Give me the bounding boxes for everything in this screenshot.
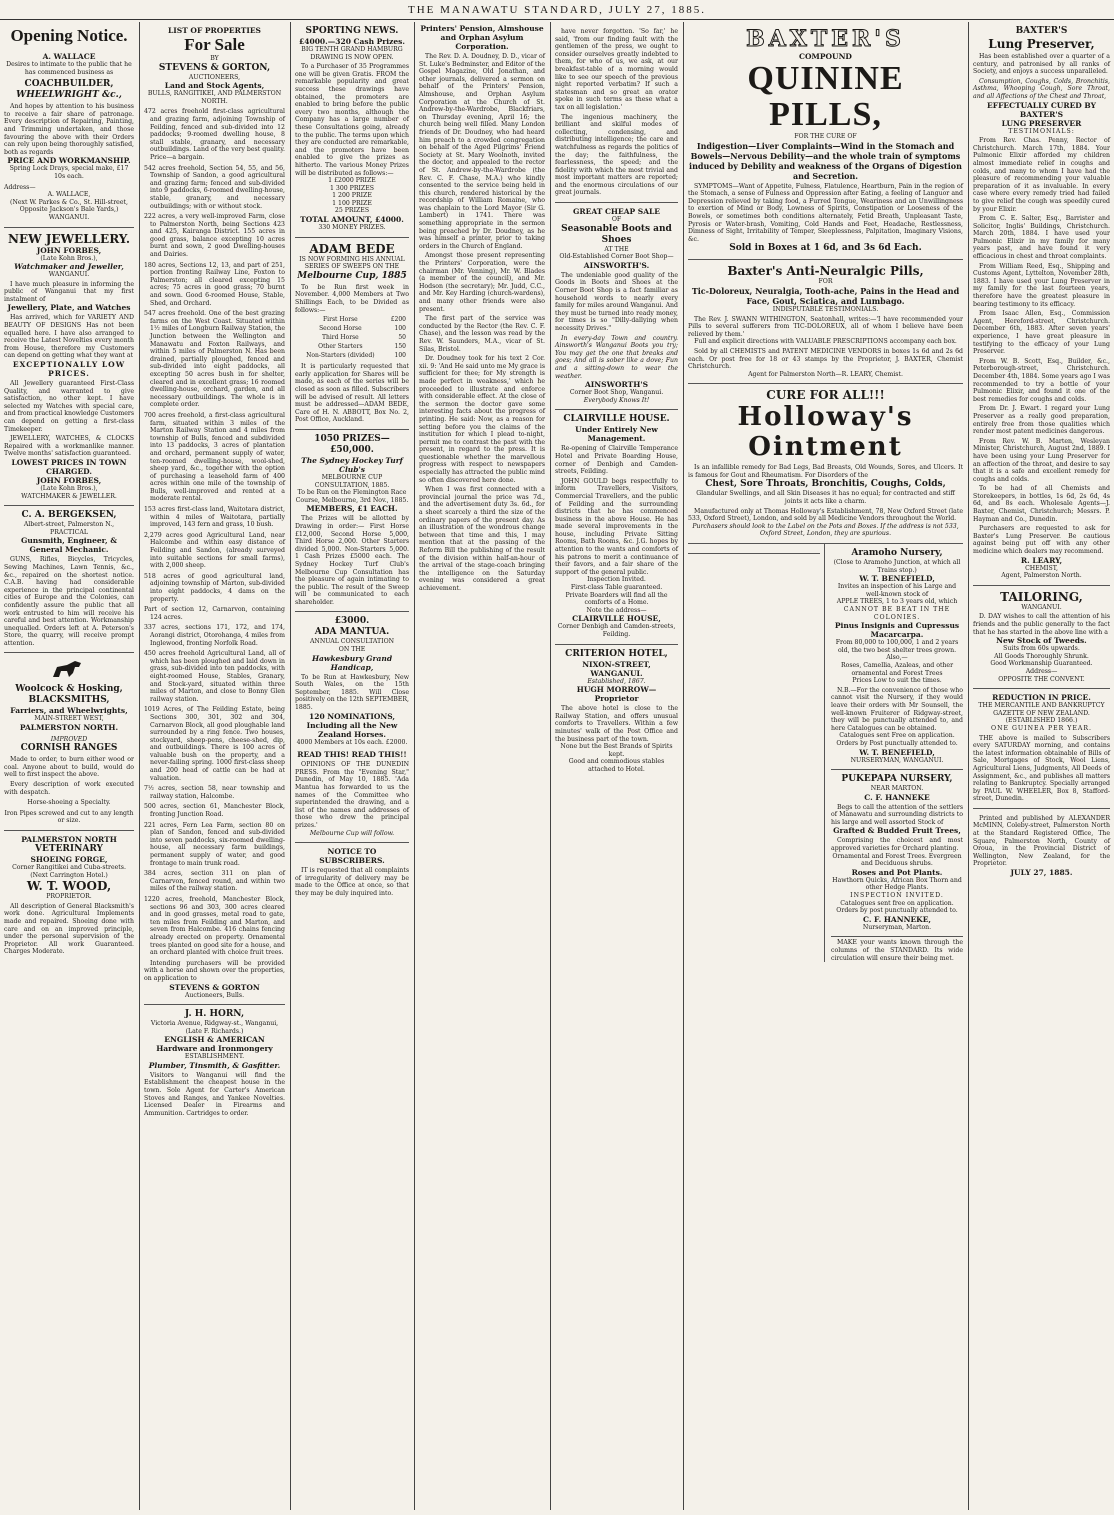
clair-reopen: Re-opening of Clairville Temperance Hotel and Private Boarding House, corner of Denbigh and Camden-streets, Feilding. <box>555 445 678 476</box>
property-item: 450 acres freehold Agricultural Land, all of which has been ploughed and laid down in grass, sub-divided into ten paddocks, with eight-roomed House, Stables, Granary, and Stock-yard, situated within three miles of Marton, and close to Bonny Glen railway station. <box>144 650 285 703</box>
vet-title: VETERINARY <box>35 844 103 854</box>
members: MEMBERS, £1 EACH. <box>306 504 398 514</box>
printed-by: Printed and published by ALEXANDER McMINN, Coleby-street, Palmerston North at the Standard Registered Office, The Square, Palmerston North, County of Oroua, in the Provincial District of Wellington, New Zealand, for the Proprietor. <box>973 814 1110 868</box>
woolcock-street: MAIN-STREET WEST, <box>34 715 104 723</box>
forbes-town: WANGANUI. <box>48 271 90 279</box>
crit-stables: Good and commodious stables attached to Hotel. <box>568 758 665 773</box>
prize-amount: 150 <box>394 343 406 351</box>
test-5: From W. B. Scott, Esq., Builder, &c., Peterborough-street, Christchurch. December 4th, 1884. Some years ago I was recommended to try a bottle of your Pulmonic Elixir, and found it one of the best remedies for coughs and colds. <box>973 357 1110 403</box>
sale-shop: AINSWORTH'S <box>584 380 649 390</box>
property-item: 1220 acres, freehold, Manchester Block, sections 96 and 303, 300 acres cleared and in good grasses, metal road to gate, ten miles from Feilding and Marton, and seven from Halcombe. 416 chains fencing already erected on property. Ornamental trees planted on good site for a house, and an orchard planted with choice fruit trees. <box>144 895 285 957</box>
property-item: 180 acres, Sections 12, 13, and part of 251, portion fronting Railway Line, Foxton to Palmerston; all cleared excepting 15 acres; 75 acres in good grass; 70 burnt and sown. Good 6-roomed House, Stable, Shed, and Orchard. <box>144 261 285 307</box>
article-paragraph: The first part of the service was conducted by the Rector (the Rev. C. F. Chase), and the lesson was read by the Rev. W. Saunders, M.A., vicar of St. Silas, Bristol. <box>419 315 545 353</box>
shrunk: All Goods Thoroughly Shrunk. <box>994 652 1089 660</box>
sale-corner: Corner Boot Shop, Wanganui. <box>569 389 664 397</box>
tweeds: New Stock of Tweeds. <box>996 636 1087 646</box>
imprint-date: JULY 27, 1885. <box>1010 868 1073 878</box>
bergeksen-addr: Albert-street, Palmerston N., PRACTICAL <box>23 521 115 536</box>
ada-mantua-ad <box>295 612 409 843</box>
established: (ESTABLISHED 1866.) <box>1005 717 1078 725</box>
quinine-title: QUININE PILLS, <box>747 60 904 133</box>
clair-sign: CLAIRVILLE HOUSE, <box>572 614 661 624</box>
testimonials: TESTIMONIALS: <box>1008 127 1075 135</box>
tail-body: D. DAY wishes to call the attention of his friends and the public generally to the fact that he has started in the above line with a <box>973 613 1110 636</box>
prize-label: Non-Starters (divided) <box>306 352 375 360</box>
property-item: 222 acres, a very well-improved Farm, close to Palmerston North, being Sections 423 and 425, Kairanga District. 155 acres in good grass, balance excepting 10 acres burnt and sown, 2 good Dwelling-houses and Dairies. <box>144 213 285 259</box>
sold-line: Sold in Boxes at 1 6d, and 3s 6d Each. <box>729 243 922 254</box>
aram-low: Prices Low to suit the times. <box>852 677 942 685</box>
test-4: From Isaac Allen, Esq., Commission Agent, Hereford-street, Christchurch. December 6th, 1883. After seven years' experience, I have great pleasure in testifying to the efficacy of your Lung Preserver. <box>973 310 1110 356</box>
test-2: From C. E. Salter, Esq., Barrister and Solicitor, Inglis' Buildings, Christchurch. March 20th, 1884. I have used your Pulmonic Elixir in my family for many years past, and have found it very efficacious in chest and throat complaints. <box>973 215 1110 261</box>
prize-label: First Horse <box>323 316 358 324</box>
masthead: THE MANAWATU STANDARD, JULY 27, 1885. <box>0 0 1114 20</box>
adam-prizes-table <box>295 314 409 361</box>
hanneke: C. F. HANNEKE <box>864 792 930 802</box>
property-item: 153 acres first-class land, Waitotara district, within 4 miles of Waitotara, partially improved, 143 fern and grass, 10 bush. <box>144 506 285 529</box>
prize-row: 25 PRIZES <box>334 207 370 215</box>
firm-town: Auctioneers, Bulls. <box>184 991 245 999</box>
cornish: CORNISH RANGES <box>20 743 118 754</box>
sale-name: AINSWORTH'S. <box>583 260 650 270</box>
for-cure: FOR THE CURE OF <box>794 133 857 140</box>
prizes-1050: 1050 PRIZES—£50,000. <box>314 433 390 455</box>
to-be-had: To be had of all Chemists and Storekeepers, in bottles, 1s 6d, 2s 6d, 4s 6d, and 8s each. Wholesale Agents—J. Baxter, Chemist, Christchurch; Messrs. P. Hayman and Co., Dunedin. <box>973 485 1110 523</box>
prize-amount: 50 <box>398 334 406 342</box>
wallace-body: And hopes by attention to his business to receive a fair share of patronage. Every description of Repairing, Painting, and Trimming undertaken, and those favouring the above with their Orders can rely upon being thoroughly satisfied, both as regards <box>4 103 134 156</box>
agent-line: Agent for Palmerston North—R. LEARY, Chemist. <box>748 370 903 378</box>
sale-at: AT THE <box>604 245 629 253</box>
property-item: Part of section 12, Carnarvon, containing 124 acres. <box>144 606 285 621</box>
article-paragraph: When I was first connected with a provincial journal the price was 7d., and the advertisement duty 3s. 6d., for a sheet scarcely a third the size of the ordinary papers of the present day. As an illustration of the wondrous change between that time and this, I may mention that at the passing of the Reform Bill the publishing of the result of the division within half-an-hour of the arrival of the stage-coach bringing the intelligence on the Saturday evening was considered a great achievement. <box>419 486 545 592</box>
pinus: Pinus Insignis and Cupressus Macarcarpa. <box>834 621 960 640</box>
notice-ad <box>295 843 409 902</box>
sale-boots: Seasonable Boots and Shoes <box>561 223 672 245</box>
vet-addr: Corner Rangitikei and Cuba-streets. (Next Carrington Hotel.) <box>12 864 126 879</box>
bergeksen-ad <box>4 506 134 653</box>
property-item: 2,279 acres good Agricultural Land, near Halcombe and within easy distance of Feilding and Sandon, (already surveyed into suitable sections for small farms), with 2,000 sheep. <box>144 531 285 570</box>
sporting-title: SPORTING NEWS. <box>305 26 399 36</box>
property-item: 518 acres of good agricultural land, adjoining township of Marton, sub-divided into eight paddocks, 4 dams on the property. <box>144 572 285 603</box>
by-label: BY <box>210 55 219 62</box>
prize-line: £4000.—320 Cash Prizes. <box>299 37 405 46</box>
sale-body: The undeniable good quality of the Goods in Boots and Shoes at the Corner Boot Shop is a fact familiar as household words to nearly every family for miles around Wanganui. And they must be turned into ready money, for times is so "Dilly-dallying when necessity Drives." <box>555 271 678 332</box>
criterion-ad <box>555 645 678 779</box>
woolcock-town: PALMERSTON NORTH. <box>19 722 119 732</box>
crit-brands: None but the Best Brands of Spirits kept. <box>560 743 673 758</box>
cure-all: CURE FOR ALL!!! <box>766 388 885 403</box>
clair-table: First-class Table guaranteed. <box>570 584 663 592</box>
workman: Good Workmanship Guaranteed. <box>990 660 1093 668</box>
column-2 <box>140 22 289 1510</box>
total-amount: TOTAL AMOUNT, £4000. <box>300 215 404 225</box>
puke-roses: Roses and Pot Plants. <box>851 867 943 877</box>
tailoring-ad <box>973 586 1110 689</box>
aram-orders: Orders by Post punctually attended to. <box>836 739 958 747</box>
read-this: READ THIS! READ THIS!! <box>297 750 407 760</box>
test-1: From Rev. Chas. Penny, Rector of Christchurch. March 17th, 1884. Your Pulmonic Elixir afforded my children almost immediate relief in coughs and colds, and many to whom I have had the pleasure of recommending your valuable preparation of it as invaluable. In every case where every remedy tried had failed to give relief the cough was speedily cured by your Elixir. <box>973 137 1110 213</box>
auctioneers: AUCTIONEERS, <box>188 73 241 81</box>
column-3 <box>291 22 413 1510</box>
forbes-trade: Watchmaker and Jeweller, <box>14 262 124 272</box>
vet-forge: SHOEING FORGE, <box>30 855 108 864</box>
aram-stock: APPLE TREES, 1 to 3 years old, which <box>836 598 958 606</box>
prize-row: 1 200 PRIZE <box>332 192 372 200</box>
clair-body: JOHN GOULD begs respectfully to inform Travellers, Visitors, Commercial Travellers, and the public of Feilding and the surrounding districts that he has commenced business in the above House. He has made several improvements in the house, including Private Sitting Rooms, Bath Rooms, &c. J.G. hopes by attention to the wants and comforts of his patrons to merit a continuance of their favors, and a fair share of the support of the general public. <box>555 477 678 576</box>
ada-prizes: 120 NOMINATIONS, Including all the New Zealand Horses. <box>306 711 398 739</box>
aram-prices: From 80,000 to 100,000, 1 and 2 years old, the two best shelter trees grown. <box>835 639 959 654</box>
horn-hard: Hardware and Ironmongery <box>156 1044 273 1054</box>
column-6 <box>684 22 967 1510</box>
grand-line: BIG TENTH GRAND HAMBURG DRAWING IS NOW OPEN. <box>301 46 403 61</box>
horn-name: J. H. HORN, <box>184 1009 245 1020</box>
vet-name: W. T. WOOD, <box>26 879 112 894</box>
holl-made: Manufactured only at Thomas Holloway's Establishment, 78, New Oxford Street (late 533, Oxford Street), London, and sold by all Medicine Vendors throughout the World. <box>688 507 963 523</box>
prize-amount: £200 <box>390 316 406 324</box>
leary-agent: Agent, Palmerston North. <box>1001 572 1082 580</box>
forbes-sign: JOHN FORBES, <box>36 475 102 485</box>
cornish-body: Made to order, to burn either wood or coal. Anyone about to build, would do well to first inspect the above. <box>4 756 134 779</box>
tail-opp: OPPOSITE THE CONVENT. <box>998 675 1085 683</box>
notice-title: NOTICE TO SUBSCRIBERS. <box>319 847 385 866</box>
effectually: EFFECTUALLY CURED BY <box>987 100 1096 110</box>
sale-great: GREAT CHEAP SALE <box>572 207 661 217</box>
ada-title: ADA MANTUA. <box>314 627 390 638</box>
puke-near: NEAR MARTON. <box>870 785 924 793</box>
article-paragraph: The ingenious machinery, the brilliant and skilful modes of collecting, condensing, and distributing intelligence; the care and watchfulness as regards the politics of the day; the faithfulness, the fearlessness, the speed; and the fidelity with which the most trivial and most important matters are reported; and the enormous circulations of our great journals. <box>555 113 678 197</box>
adam-body: To be Run first week in November. 4,000 Members at Two Shillings Each, to be Divided as follows:— <box>295 283 409 314</box>
sydney-sub: MELBOURNE CUP CONSULTATION, 1885. <box>314 473 390 489</box>
forbes-prices: EXCEPTIONALLY LOW PRICES. <box>12 360 126 379</box>
property-item: 384 acres, section 311 on plan of Carnarvon, fenced round, and within two miles of the railway station. <box>144 870 285 893</box>
anti-title: Baxter's Anti-Neuralgic Pills, <box>727 264 924 279</box>
puke-cat: Catalogues sent free on application. <box>840 899 954 907</box>
spring-lock: Spring Lock Drays, special make, £17 10s each. <box>9 165 129 180</box>
puke-body2: Comprising the choicest and most approved varieties for Orchard planting. <box>831 837 963 853</box>
horn-est: ESTABLISHMENT. <box>184 1053 245 1061</box>
aramoho-addr: (Close to Aramoho Junction, at which all Trains stop.) <box>833 559 961 574</box>
prize-row: 1 300 PRIZES <box>329 184 374 192</box>
clair-title: CLAIRVILLE HOUSE. <box>563 414 670 425</box>
money-prizes: 330 MONEY PRIZES. <box>318 224 386 232</box>
adam-prize-row <box>297 343 407 350</box>
article-paragraph: The Rev. D. A. Doudney, D. D., vicar of St. Luke's Bedminster, and Editor of the Gospel Magazine, Old Jonathan, and other journals, delivered a sermon on behalf of the Printers' Pension, Almshouse, and Orphan Asylum Corporation at the Church of St. Andrew-by-the-Wardrobe, Blackfriars, on Thursday evening, April 16; the church being well filled. Many London friends of Dr. Doudney, who had heard him preach to a crowded congregation on behalf of the Aged Pilgrims' Friend Society at St. Mary Woolnoth, invited the doctor, and appealed to the rector of St. Andrew-by-the-Wardrobe (the Rev. C. F. Chase, M.A.) who kindly consented to the service being held in this church, rendered historical by the recordship of William Romaine, who was chaplain to the Lord Mayor (Sir G. Lambert) in 1741. There was something appropriate in the sermon being preached by Dr. Doudney, as he was himself a printer, prior to taking orders in the Church of England. <box>419 53 545 250</box>
sydney-title: The Sydney Hockey Turf Club's <box>301 455 403 474</box>
article-title: Printers' Pension, Almshouse and Orphan Asylum Corporation. <box>420 24 544 51</box>
compound: COMPOUND <box>799 52 852 61</box>
cornish-body2: Every description of work executed with despatch. <box>4 781 134 796</box>
sold-by: Sold by all CHEMISTS and PATENT MEDICINE VENDORS in boxes 1s 6d and 2s 6d each. Or post free for 18 or 43 stamps by the Proprietor, J. BAXTER, Chemist Christchurch. <box>688 347 963 371</box>
prize-label: Second Horse <box>319 325 362 333</box>
property-item: 221 acres, Fern Lea Farm, section 80 on plan of Sandon, fenced and sub-divided into seven paddocks, six-roomed dwelling-house, all necessary farm buildings, permanent supply of water, and good frontage to main trunk road. <box>144 821 285 867</box>
forbes-late: (Late Kohn Bros.), <box>40 254 98 262</box>
forbes-body3: All Jewellery guaranteed First-Class Quality, and warranted to give satisfaction, no other kept. I have selected my Watches with special care, and from practical knowledge Customers can depend on getting a first-class Timekeeper. <box>4 380 134 433</box>
right-subcolumn <box>831 544 963 962</box>
clairville-ad <box>555 410 678 644</box>
aram-cannot: CANNOT BE BEAT IN THE COLONIES. <box>843 606 951 621</box>
adam-bede-ad <box>295 238 409 430</box>
baxter-title: BAXTER'S <box>746 26 905 52</box>
clair-address: Note the address— <box>586 606 647 614</box>
leary-chem: CHEMIST, <box>1025 564 1058 572</box>
opening-title: Opening Notice. <box>10 26 128 45</box>
wallace-intro: Desires to intimate to the public that he has commenced business as <box>6 61 132 76</box>
aram-plants: Roses, Camellia, Azaleas, and other ornamental and Forest Trees <box>840 661 954 677</box>
bergeksen-name: C. A. BERGEKSEN, <box>21 510 117 521</box>
clair-inspect: Inspection Invited. <box>587 576 646 584</box>
melb-follow: Melbourne Cup will follow. <box>309 829 395 837</box>
tail-addr: Address— <box>1025 667 1058 675</box>
column-7 <box>969 22 1114 1510</box>
property-item: 337 acres, sections 171, 172, and 174, Aorangi district, Otorohanga, 4 miles from Inglewood, fronting Norfolk Road. <box>144 624 285 647</box>
bergeksen-body: GUNS, Rifles, Bicycles, Tricycles, Sewing Machines, Lawn Tennis, &c., &c., repaired on the shortest notice. C.A.B. having had considerable experience in the principal continental cities of Europe and the Colonies, can confidently assure the public that all work entrusted to him will receive his careful and best attention. Workmanship unequalled. Orders left at A. Peterson's Store, the quarry, will receive prompt attention. <box>4 556 134 647</box>
horseshoe: Horse-shoeing a Specialty. <box>27 799 111 807</box>
ada-annual: ANNUAL CONSULTATION <box>309 638 395 646</box>
test-body: The Rev. J. SWANN WITHINGTON, Seatonhall, writes:—'I have recommended your Pills to several sufferers from TIC-DOLOREUX, all of whom I believe have been relieved by them.' <box>688 315 963 338</box>
bergeksen-trade: Gunsmith, Engineer, & General Mechanic. <box>20 536 118 555</box>
pukepapa-ad <box>831 770 963 937</box>
holl-body: Is an infallible remedy for Bad Legs, Bad Breasts, Old Wounds, Sores, and Ulcers. It is famous for Gout and Rheumatism. For Disorders of the <box>688 464 963 479</box>
baxter-quinine-ad <box>688 22 963 260</box>
prize-label: Other Starters <box>318 343 363 351</box>
forbes-sign2: (Late Kohn Bros.), <box>40 484 98 492</box>
aram-invites: Invites an inspection of his Large and well-known stock of <box>837 583 957 598</box>
address-label: Address— <box>4 183 36 191</box>
prize-amount: 100 <box>394 352 406 360</box>
property-item: 7½ acres, section 58, near township and railway station, Halcombe. <box>144 785 285 800</box>
forbes-body: I have much pleasure in informing the public of Wanganui that my first instalment of <box>4 280 134 303</box>
prize-row: 1 100 PRIZE <box>332 199 372 207</box>
horn-eng: ENGLISH & AMERICAN <box>164 1035 265 1045</box>
aram-also: Also,— <box>886 654 908 662</box>
horn-ad <box>144 1005 285 1122</box>
forbes-ad <box>4 228 134 507</box>
holl-chest: Chest, Sore Throats, Bronchitis, Coughs, Colds, <box>705 479 946 490</box>
for-sale: For Sale <box>184 35 245 54</box>
intending: Intending purchasers will be provided with a horse and shown over the properties, on application to <box>144 959 285 982</box>
prize-amount: 100 <box>394 325 406 333</box>
sydney-ad <box>295 430 409 613</box>
property-list <box>144 108 285 956</box>
horn-addr: Victoria Avenue, Ridgway-st., Wanganui, (Late F. Richards.) <box>150 1020 279 1035</box>
forbes-repairs: JEWELLERY, WATCHES, & CLOCKS Repaired with a workmanlike manner. Twelve months' satisfaction guaranteed. <box>4 435 134 458</box>
horn-body: Visitors to Wanganui will find the Establishment the cheapest house in the town. Sole Agent for Carter's American Stoves and Ranges, and Yankee Novelties. Licensed Dealer in Firearms and Ammunition. Cartridges to order. <box>144 1071 285 1117</box>
crit-est: Established, 1867. <box>587 677 646 685</box>
sale-of: OF <box>611 216 622 224</box>
wheelwright: WHEELWRIGHT &c., <box>16 90 122 101</box>
adam-prize-row <box>297 325 407 332</box>
lung-title: Lung Preserver, <box>988 37 1095 51</box>
ada-body: To be Run at Hawkesbury, New South Wales, on the 15th September, 1885. Will Close positively on the 12th SEPTEMBER, 1885. <box>295 673 409 712</box>
iron-pipes: Iron Pipes screwed and cut to any length or size. <box>4 809 134 825</box>
improved: IMPROVED <box>50 735 88 743</box>
forbes-sign3: WATCHMAKER & JEWELLER. <box>21 492 117 500</box>
ainsworth-ad <box>555 203 678 410</box>
horse-icon <box>49 657 89 681</box>
notice-body: IT is requested that all complaints of irregularity of delivery may be made to the Office at once, so that they may be duly inquired into. <box>295 867 409 897</box>
puke-inspect: INSPECTION INVITED. <box>850 892 944 900</box>
crit-title: CRITERION HOTEL, <box>565 648 668 659</box>
holloway-title: Holloway's Ointment <box>737 402 914 463</box>
benefield: W. T. BENEFIELD, <box>859 574 935 584</box>
imprint <box>973 809 1110 882</box>
lung-title-2: LUNG PRESERVER <box>1001 118 1082 128</box>
puke-orders: Orders by post punctually attended to. <box>836 907 958 915</box>
sale-old: Old-Established Corner Boot Shop— <box>559 253 674 261</box>
anti-for: FOR <box>818 278 833 286</box>
grand-body: To a Purchaser of 35 Programmes one will be given Gratis. FROM the remarkable popularity and great success these drawings have obtained, the promoters are enabled to bring before the public every two months, although the Company has a large number of these Consultations going, already to the public. The terms upon which they are conducted are remarkable, and the promoters have been enabled to give the prizes as hitherto. The various Money Prizes will be distributed as follows:— <box>295 63 409 177</box>
left-subcolumn <box>688 544 825 962</box>
forbes-body2: Has arrived, which for VARIETY AND BEAUTY OF DESIGNS Has not been equalled here. I have also arranged to receive the Latest Novelties every month from House, therefore my Customers can depend on getting what they want at <box>4 314 134 360</box>
adam-prize-row <box>297 316 407 323</box>
firm-name: STEVENS & GORTON, <box>158 62 271 73</box>
adam-sub: IS NOW FORMING HIS ANNUAL SERIES OF SWEEPS ON THE <box>299 255 405 271</box>
lung-list: Consumption, Coughs, Colds, Bronchitis, Asthma, Whooping Cough, Sore Throat, and all Affections of the Chest and Throat, <box>973 77 1110 100</box>
vet-ad <box>4 831 134 961</box>
test-6: From Dr. J. Ewart. I regard your Lung Preserver as a really good preparation, entirely free from those qualities which render most patent medicines dangerous. <box>973 405 1110 436</box>
aram-cat: Catalogues sent Free on application. <box>839 732 955 740</box>
aramoho-title: Aramoho Nursery, <box>851 548 943 559</box>
firm-sign: STEVENS & GORTON <box>169 982 260 992</box>
column-1 <box>0 22 138 1510</box>
leary: R. LEARY, <box>1020 555 1063 565</box>
aramoho-ad <box>831 544 963 770</box>
prizes-table <box>295 177 409 215</box>
column-5 <box>551 22 682 1510</box>
vet-prop: PROPRIETOR. <box>46 893 92 901</box>
wallace-ad <box>4 22 134 228</box>
prize-row: 1 £2000 PRIZE <box>328 177 376 185</box>
lung-body: Has been established over a quarter of a century, and patronised by all ranks of Society, and enjoys a success unparalleled. <box>973 53 1110 76</box>
suits: Suits from 60s upwards. <box>1003 645 1080 653</box>
article-paragraph: Amongst those present representing the Printers' Corporation, were the chairman (Mr. Venning), Mr. W. Blades (a member of the council), and Mr. Hodson (the secretary); Mr. Judd, C.C., and Mr. Key Harding (church-wardens), and many other friends were also present. <box>419 252 545 313</box>
price-work: PRICE AND WORKMANSHIP. <box>7 156 131 166</box>
article-paragraph: Dr. Doudney took for his text 2 Cor. xii. 9: 'And He said unto me My grace is sufficient for thee; for My strength is made perfect in weakness,' which he proceeded to illustrate and enforce with considerable effect. At the close of the sermon the doctor gave some interesting facts about the progress of printing. He said: Now, as a reason for setting before you the claims of the institution for which I plead to-night, permit me to contrast the past with the present, in regard to the press. It is questionable whether the marvellous progress with respect to newspapers especially has attracted the public mind so often discovered here done. <box>419 355 545 484</box>
forbes-heading: Jewellery, Plate, and Watches <box>7 303 131 313</box>
melbourne-cup: Melbourne Cup, 1885 <box>297 270 407 281</box>
baxter-2: BAXTER'S <box>1019 109 1064 119</box>
gazette-ad <box>973 689 1110 809</box>
cure-list: Indigestion—Liver Complaints—Wind in the Stomach and Bowels—Nervous Debility—and the whole train of symptoms induced by Debility and weakness of the Organs of Digestion and Secretion. <box>689 140 962 181</box>
lung-preserver-ad <box>973 22 1110 586</box>
vet-body: All description of General Blacksmith's work done. Agricultural Implements made and repaired. Shoeing done with care and on an improved principle, under the personal supervision of the Proprietor. All work Guaranteed. Charges Moderate. <box>4 902 134 956</box>
aram-nb: N.B.—For the convenience of those who cannot visit the Nursery, if they would leave their orders with Mr Sounsell, the well-known Fruiterer of Ridgway-street, they will be punctually attended to, and here Catalogues can be obtained. <box>831 686 963 732</box>
indisputable: INDISPUTABLE TESTIMONIALS. <box>772 305 879 313</box>
jewellery-title: NEW JEWELLERY. <box>7 231 131 246</box>
sydney-body2: The Prizes will be allotted by Drawing in order:— First Horse £12,000, Second Horse 5,000, Third Horse 2,000. Other Starters divided 5,000. Non-Starters 5,000. 1 Cash Prizes £5000 each. The Sydney Hockey Turf Club's Melbourne Cup Consultation has the pleasure of again intimating to the public. The result of the Sweep will be communicated to each shareholder. <box>295 515 409 606</box>
blank-block <box>688 544 820 554</box>
baxter-title-2: BAXTER'S <box>1015 26 1068 36</box>
gazette-title: THE MERCANTILE AND BANKRUPTCY GAZETTE OF NEW ZEALAND. <box>978 702 1105 717</box>
forbes-name: JOHN FORBES, <box>36 245 102 255</box>
article-body <box>419 53 545 593</box>
properties-ad <box>144 22 285 1005</box>
ada-on: ON THE <box>338 646 366 654</box>
forbes-lowest: LOWEST PRICES IN TOWN CHARGED. <box>11 457 127 476</box>
read-body: OPINIONS OF THE DUNEDIN PRESS. From the "Evening Star," Dunedin, of May 10, 1885. 'Ada Mantua has forwarded to us the names of the Committee who superintended the drawing, and a list of the names and addresses of those who drew the principal prizes.' <box>295 761 409 829</box>
crit-name: HUGH MORROW—Proprietor <box>576 685 657 704</box>
puke-sign: C. F. HANNEKE, <box>862 914 932 924</box>
towns: BULLS, RANGITIKEI, AND PALMERSTON NORTH. <box>147 90 282 105</box>
puke-town: Nurseryman, Marton. <box>862 923 932 931</box>
sale-welcome: Everybody Knows It! <box>583 396 650 404</box>
puke-grafted: Grafted & Budded Fruit Trees, <box>833 826 961 836</box>
crit-addr: NIXON-STREET, WANGANUI. <box>582 659 651 678</box>
horn-trade: Plumber, Tinsmith, & Gasfitter. <box>148 1060 281 1070</box>
full-directions: Full and explicit directions with VALUABLE PRESCRIPTIONS accompany each box. <box>694 338 957 346</box>
crit-body: The above hotel is close to the Railway Station, and offers unusual comforts to Travellers. Within a few minutes' walk of the Post Office and the business part of the town. <box>555 705 678 743</box>
woolcock-ad <box>4 653 134 831</box>
coachbuilder: COACHBUILDER, <box>24 79 114 90</box>
woolcock-name: Woolcock & Hosking, <box>15 684 123 695</box>
adam-title: ADAM BEDE <box>309 241 395 256</box>
puke-hawthorn: Hawthorn Quicks, African Box Thorn and other Hedge Plants. <box>832 876 962 892</box>
property-item: 472 acres freehold first-class agricultural and grazing farm, adjoining Township of Feilding, fenced and sub-divided into 12 paddocks; 9-roomed dwelling house, 8 stall stable, granary, and necessary outbuildings. Land of the very best quality. Price—a bargain. <box>144 108 285 161</box>
ada-members: 4000 Members at 10s each. £2000. <box>296 738 408 746</box>
tail-town: WANGANUI. <box>1021 603 1062 611</box>
sydney-body: To be Run on the Flemington Race Course, Melbourne, 3rd Nov., 1885. <box>295 489 409 504</box>
holloway-ad <box>688 384 963 544</box>
wallace-addr: (Next W. Parkes & Co., St. Hill-street, Opposite Jackson's Bale Yards,) WANGANUI. <box>10 198 128 221</box>
article-continued <box>555 22 678 203</box>
sporting-ad <box>295 22 409 238</box>
list-title: LIST OF PROPERTIES <box>168 26 261 35</box>
aram-sign: W. T. BENEFIELD, <box>859 747 935 757</box>
reduction: REDUCTION IN PRICE. <box>992 693 1091 703</box>
agents: Land and Stock Agents, <box>164 81 265 91</box>
holl-glands: Glandular Swellings, and all Skin Diseases it has no equal; for contracted and stiff joints it acts like a charm. <box>696 490 955 506</box>
test-7: From Rev. W. B. Marten, Wesleyan Minister, Christchurch, August 2nd, 1889. I have been using your Lung Preserver for an affection of the throat, and desire to say that it is a safe and excellent remedy for coughs and colds. <box>973 437 1110 483</box>
property-item: 1019 Acres, of The Feilding Estate, being Sections 300, 301, 302 and 304, Carnarvon Block, all good ploughable land surrounded by a ring fence. Two houses, stockyard, sheep-pens, cheese-shed, dip, and outbuildings. There is 100 acres of valuable bush on the property, and a never-failing spring. 1000 first-class sheep and 200 head of cattle can be had at valuation. <box>144 706 285 782</box>
vet-town: PALMERSTON NORTH <box>21 835 117 844</box>
holl-warn: Purchasers should look to the Label on the Pots and Boxes. If the address is not 533, Oxford Street, London, they are spurious. <box>692 522 959 538</box>
clair-under: Under Entirely New Management. <box>575 425 658 444</box>
puke-orn: Ornamental and Forest Trees. Evergreen and Deciduous shrubs. <box>832 852 962 868</box>
clair-corner: Corner Denbigh and Camden-streets, Feilding. <box>557 623 676 638</box>
column-4 <box>415 22 549 1510</box>
adam-prize-row <box>297 352 407 359</box>
adam-prize-row <box>297 334 407 341</box>
tailoring-title: TAILORING, <box>1000 589 1083 604</box>
sale-poem: In every-day Town and country. Ainsworth's Wanganui Boots you try; You may get the one that breaks and goes; And all is sober like a dove; Fun and a sitting-down to wear the weather. <box>555 334 678 380</box>
puke-body: Begs to call the attention of the settlers of Manawatu and surrounding districts to his large and well assorted Stock of <box>831 803 963 826</box>
make-body: MAKE your wants known through the columns of the STANDARD. Its wide circulation will ensure their being met. <box>831 939 963 962</box>
symptoms: SYMPTOMS—Want of Appetite, Fulness, Flatulence, Heartburn, Pain in the region of the Stomach, a sense of Fulness and Oppression after Eating, a feeling of Languor and Depression relieved by taking food, a Furred Tongue, Weariness and an Unwillingness to exertion of Mind or Body, Lowness of Spirits, Constipation or Looseness of the Bowels, or sometimes both conditions alternately, Fetid Breath, Unpleasant Taste, Pyrosis or Water-brash, Vomiting, Cold Hands and Feet, Headache, Restlessness, Dimness of Sight, Irritability of Temper, Sleeplessness, Palpitation, Imaginary Visions, &c. <box>688 182 963 243</box>
hawkesbury: Hawkesbury Grand Handicap, <box>311 653 393 672</box>
baxter-anti-ad <box>688 260 963 384</box>
woolcock-trade2: Farriers, and Wheelwrights, <box>10 706 128 716</box>
prize-label: Third Horse <box>321 334 359 342</box>
three-thousand: £3000. <box>334 616 370 627</box>
property-item: 500 acres, section 61, Manchester Block, fronting Junction Road. <box>144 803 285 819</box>
gazette-body: THE above is mailed to Subscribers every SATURDAY morning, and contains the latest information obtainable of Bills of Sale, Mortgages of Stock, Wool Liens, Agricultural Liens, Judgments, All Deeds of Assignment, &c., and publishes all matters relating to Bankruptcy. Specially arranged by PAUL W. WHEELER, Box 8, Stafford-street, Dunedin. <box>973 734 1110 803</box>
adam-body2: It is particularly requested that early application for Shares will be made, as each of the series will be closed as soon as filled. Subscribers will be advised of result. All letters must be addressed—ADAM BEDE, Care of H. N. ABBOTT, Box No. 2, Post Office, Auckland. <box>295 363 409 424</box>
article-paragraph: have never forgotten. 'So far,' he said, 'from our finding fault with the gentlemen of the press, we ought to consider ourselves greatly indebted to them, for who of us, we ask, at our breakfast-table of a morning would like to see our speech of the previous night reported verbatim? If such a statesman and so great an orator spoke in such terms as these what a tax on all legislation.' <box>555 28 678 111</box>
pukepapa-title: PUKEPAPA NURSERY, <box>841 774 953 785</box>
clair-boarders: Private Boarders will find all the comforts of a Home. <box>565 591 668 607</box>
wallace-sign: A. WALLACE, <box>47 191 91 199</box>
property-item: 542 acres freehold, Section 54, 55, and 56, Township of Sandon, a good agricultural and grazing farm; fenced and sub-divided into 9 paddocks, 6-roomed dwelling-house, stable, granary, and necessary outbuildings; with or without stock. <box>144 164 285 210</box>
wallace-name: A. WALLACE <box>42 52 96 61</box>
property-item: 700 acres freehold, a first-class agricultural farm, situated within 3 miles of the Marton Railway Station and 4 miles from township of Bulls, fenced and subdivided into 13 paddocks, 3 acres of plantation and orchard, permanent supply of water, ten-roomed dwelling-house, wool-shed, sheep yard, &c., together with the option of purchasing a leasehold farm of 400 acres within one mile of the township of Bulls, well-improved and rented at a moderate rental. <box>144 411 285 503</box>
property-item: 547 acres freehold. One of the best grazing farms on the West Coast. Situated within 1½ miles of Longburn Railway Station, the Junction between the Wellington and Manawatu and Foxton Railways, and within 5 miles of Palmerston N. Has been drained, partially ploughed, fenced and sub-divided into eight paddocks, all excepting 50 acres bush in for shelter, cleared and in excellent grass; 16 roomed dwelling-house, orchard, garden, and all necessary outbuildings. The whole is in complete order. <box>144 310 285 409</box>
anti-list: Tic-Doloreux, Neuralgia, Tooth-ache, Pains in the Head and Face, Gout, Sciatica, and Lumbago. <box>691 285 960 306</box>
woolcock-trade: BLACKSMITHS, <box>28 695 110 706</box>
purchasers: Purchasers are requested to ask for Baxter's Lung Preserver. Be cautious against being put off with any other medicine which dealers may recommend. <box>973 525 1110 556</box>
test-3: From William Reed, Esq., Shipping and Customs Agent, Lyttelton, November 28th, 1883. I have used your Lung Preserver in my family for the last fourteen years, therefore have the greatest pleasure in bearing testimony to its efficacy. <box>973 262 1110 308</box>
guinea: ONE GUINEA PER YEAR. <box>991 724 1092 732</box>
aram-town: NURSERYMAN, WANGANUI. <box>850 756 944 764</box>
